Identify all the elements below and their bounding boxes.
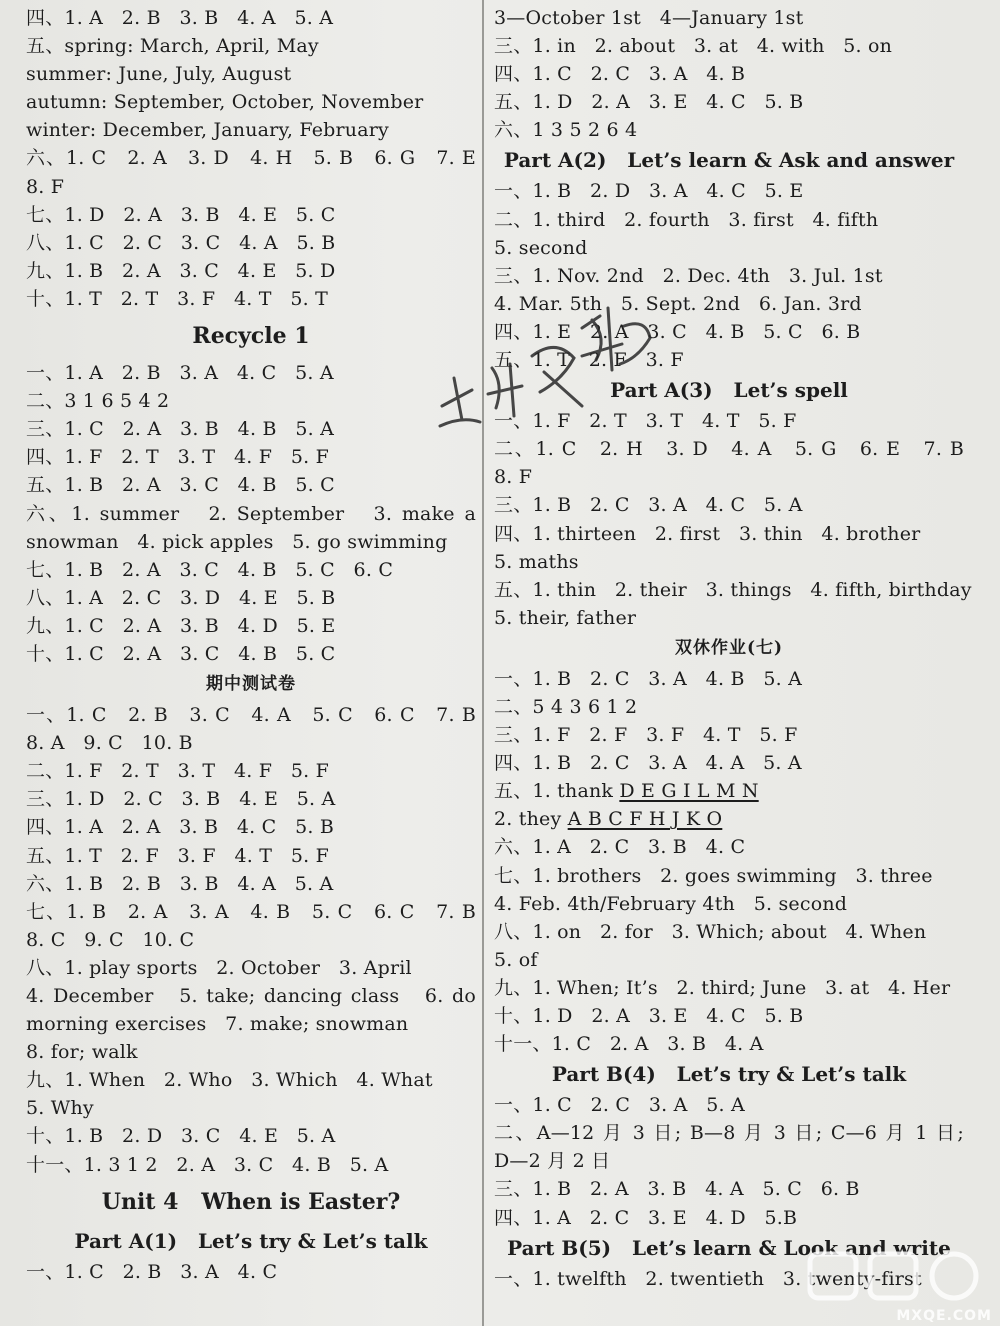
answer-line: 5. second: [494, 236, 588, 259]
answer-line: D—2 月 2 日: [494, 1150, 611, 1173]
answer-line: 8. F: [26, 175, 65, 198]
answer-line: 三、1. in 2. about 3. at 4. with 5. on: [494, 35, 893, 58]
answer-line: 五、spring: March, April, May: [26, 35, 319, 58]
answer-line: 四、1. A 2. B 3. B 4. A 5. A: [26, 7, 334, 29]
answer-line: 8. for; walk: [26, 1041, 138, 1064]
column-divider: [482, 0, 484, 1326]
answer-line: 二、1. third 2. fourth 3. first 4. fifth: [494, 208, 879, 231]
answer-line: 四、1. B 2. C 3. A 4. A 5. A: [494, 752, 802, 775]
right-column: [494, 4, 972, 1326]
answer-line: 四、1. C 2. C 3. A 4. B: [494, 63, 746, 86]
answer-line: 六、1. B 2. B 3. B 4. A 5. A: [26, 872, 334, 895]
left-column: [26, 4, 476, 1326]
answer-line: winter: December, January, February: [26, 119, 389, 142]
answer-line: 三、1. F 2. F 3. F 4. T 5. F: [494, 724, 798, 747]
answer-line: 一、1. B 2. D 3. A 4. C 5. E: [494, 180, 804, 203]
answer-line: 四、1. E 2. A 3. C 4. B 5. C 6. B: [494, 320, 861, 343]
answer-line: 四、1. A 2. C 3. E 4. D 5.B: [494, 1206, 798, 1229]
underlined-answer: A B C F H J K O: [567, 808, 723, 831]
answer-line: 三、1. B 2. A 3. B 4. A 5. C 6. B: [494, 1178, 860, 1201]
answer-line: 六、1. summer 2. September 3. make a: [26, 502, 476, 525]
answer-line: 5. their, father: [494, 606, 637, 629]
section-heading: Part A(1) Let’s try & Let’s talk: [74, 1228, 428, 1253]
answer-line: 8. C 9. C 10. C: [26, 928, 195, 951]
answer-line: 四、1. F 2. T 3. T 4. F 5. F: [26, 446, 330, 469]
answer-line: 九、1. C 2. A 3. B 4. D 5. E: [26, 614, 336, 637]
answer-line: 五、1. T 2. F 3. F 4. T 5. F: [26, 844, 330, 867]
answer-line: 一、1. C 2. B 3. A 4. C: [26, 1260, 278, 1283]
answer-line: 六、1. C 2. A 3. D 4. H 5. B 6. G 7. E: [26, 147, 476, 170]
watermark-text: MXQE.COM: [896, 1308, 992, 1324]
answer-line: 一、1. C 2. B 3. C 4. A 5. C 6. C 7. B: [26, 704, 476, 727]
answer-line: 二、1. F 2. T 3. T 4. F 5. F: [26, 760, 330, 783]
answer-line: 一、1. C 2. C 3. A 5. A: [494, 1094, 745, 1117]
section-heading: Part B(4) Let’s try & Let’s talk: [551, 1062, 907, 1087]
section-heading: Recycle 1: [192, 323, 310, 350]
answer-line: 4. Mar. 5th 5. Sept. 2nd 6. Jan. 3rd: [494, 292, 862, 315]
section-heading: Part B(5) Let’s learn & Look and write: [507, 1235, 951, 1260]
answer-line: 二、3 1 6 5 4 2: [26, 390, 170, 413]
answer-line: 四、1. thirteen 2. first 3. thin 4. brother: [494, 522, 921, 545]
answer-line: [494, 805, 964, 833]
section-heading: 双休作业(七): [674, 637, 784, 658]
answer-line: 一、1. A 2. B 3. A 4. C 5. A: [26, 362, 334, 385]
answer-line: 8. A 9. C 10. B: [26, 732, 193, 755]
answer-line: 八、1. C 2. C 3. C 4. A 5. B: [26, 231, 336, 254]
answer-line: 九、1. B 2. A 3. C 4. E 5. D: [26, 259, 336, 282]
section-heading: Unit 4 When is Easter?: [101, 1188, 401, 1215]
answer-line: summer: June, July, August: [26, 63, 292, 86]
answer-line: 4. Feb. 4th/February 4th 5. second: [494, 892, 848, 915]
answer-line: 一、1. twelfth 2. twentieth 3. twenty-first: [494, 1267, 922, 1290]
answer-line: 七、1. B 2. A 3. C 4. B 5. C 6. C: [26, 558, 394, 581]
answer-line: 九、1. When 2. Who 3. Which 4. What: [26, 1069, 433, 1092]
answer-line: 七、1. brothers 2. goes swimming 3. three: [494, 864, 933, 887]
answer-line: 八、1. on 2. for 3. Which; about 4. When: [494, 920, 927, 943]
answer-line: 十、1. D 2. A 3. E 4. C 5. B: [494, 1005, 804, 1027]
answer-line: 五、1. T 2. F 3. F: [494, 349, 684, 372]
answer-line: 六、1 3 5 2 6 4: [494, 119, 638, 142]
underlined-answer: D E G I L M N: [619, 780, 759, 803]
answer-line: 十、1. C 2. A 3. C 4. B 5. C: [26, 642, 336, 665]
answer-line: 十、1. B 2. D 3. C 4. E 5. A: [26, 1125, 336, 1148]
handwritten-stamp: [432, 298, 662, 448]
answer-line: 九、1. When; It’s 2. third; June 3. at 4. Her: [494, 976, 951, 999]
answer-line: 十、1. T 2. T 3. F 4. T 5. T: [26, 287, 328, 310]
answer-line: 8. F: [494, 466, 533, 489]
answer-line: 七、1. B 2. A 3. A 4. B 5. C 6. C 7. B: [26, 900, 476, 923]
section-heading: 期中测试卷: [206, 674, 296, 695]
answer-line: 5. Why: [26, 1097, 94, 1120]
answer-line: [494, 777, 964, 805]
answer-line: 三、1. B 2. C 3. A 4. C 5. A: [494, 494, 803, 517]
answer-line: 五、1. D 2. A 3. E 4. C 5. B: [494, 91, 804, 114]
section-heading: Part A(3) Let’s spell: [610, 378, 848, 403]
answer-line: 3—October 1st 4—January 1st: [494, 7, 804, 29]
answer-line: 5. of: [494, 948, 538, 971]
section-heading: Part A(2) Let’s learn & Ask and answer: [503, 148, 955, 173]
answer-line: 一、1. F 2. T 3. T 4. T 5. F: [494, 410, 797, 433]
answer-line: 十一、1. C 2. A 3. B 4. A: [494, 1033, 764, 1056]
answer-line: 七、1. D 2. A 3. B 4. E 5. C: [26, 203, 336, 226]
answer-line: morning exercises 7. make; snowman: [26, 1013, 409, 1036]
answer-line: 十一、1. 3 1 2 2. A 3. C 4. B 5. A: [26, 1153, 389, 1176]
answer-line: autumn: September, October, November: [26, 91, 424, 114]
answer-line: 四、1. A 2. A 3. B 4. C 5. B: [26, 816, 335, 839]
answer-line: 三、1. D 2. C 3. B 4. E 5. A: [26, 788, 336, 811]
answer-line: 5. maths: [494, 550, 579, 573]
answer-line: 二、A—12 月 3 日; B—8 月 3 日; C—6 月 1 日;: [494, 1122, 964, 1145]
answer-line: 二、5 4 3 6 1 2: [494, 695, 638, 718]
answer-line: 五、1. thin 2. their 3. things 4. fifth, birthday: [494, 578, 972, 601]
answer-line: 八、1. A 2. C 3. D 4. E 5. B: [26, 586, 336, 609]
answer-line: 4. December 5. take; dancing class 6. do: [26, 985, 476, 1007]
answer-line: snowman 4. pick apples 5. go swimming: [26, 530, 448, 553]
answer-text: 2. they: [494, 808, 568, 831]
answer-line: 三、1. C 2. A 3. B 4. B 5. A: [26, 418, 335, 441]
answer-line: 二、1. C 2. H 3. D 4. A 5. G 6. E 7. B: [494, 438, 964, 461]
answer-line: 一、1. B 2. C 3. A 4. B 5. A: [494, 667, 803, 690]
answer-line: 三、1. Nov. 2nd 2. Dec. 4th 3. Jul. 1st: [494, 264, 883, 287]
answer-line: 五、1. B 2. A 3. C 4. B 5. C: [26, 474, 335, 497]
answer-line: 六、1. A 2. C 3. B 4. C: [494, 836, 746, 859]
answer-line: 八、1. play sports 2. October 3. April: [26, 956, 412, 979]
answer-text: 五、1. thank: [494, 780, 620, 803]
